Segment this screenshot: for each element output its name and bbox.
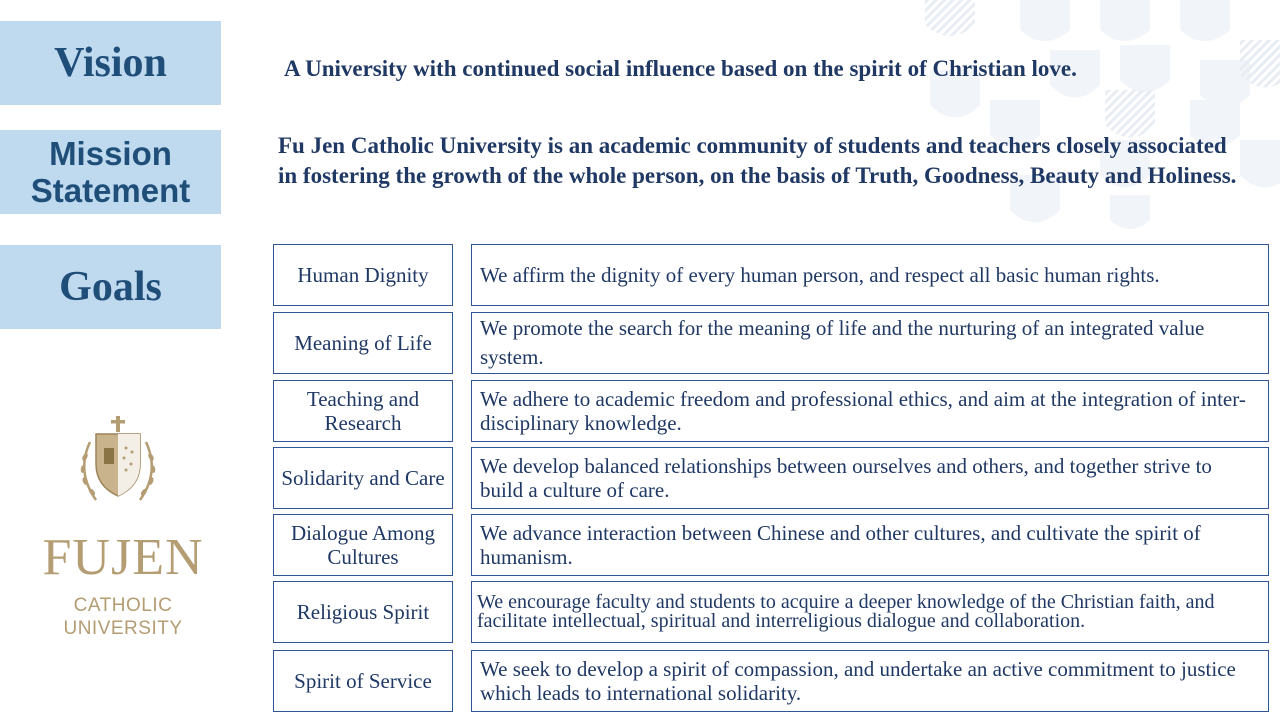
shield-pattern-decoration: [900, 0, 1280, 250]
goals-label: [0, 245, 221, 329]
vision-statement: A University with continued social influence based on the spirit of Christian love.: [284, 56, 1077, 81]
vision-label-text: Vision: [54, 40, 167, 86]
goal-description: We promote the search for the meaning of life and the nurturing of an integrated value system.: [471, 312, 1269, 374]
goal-description: We affirm the dignity of every human person, and respect all basic human rights.: [471, 244, 1269, 306]
brand-wordmark: FUJEN: [42, 529, 204, 586]
brand-subtitle-line2: UNIVERSITY: [63, 618, 183, 639]
goal-name: Meaning of Life: [273, 312, 453, 374]
goal-name: Solidarity and Care: [273, 447, 453, 509]
mission-label: [0, 130, 221, 214]
goal-description: We adhere to academic freedom and professional ethics, and aim at the integration of inter-disciplinary knowledge.: [471, 380, 1269, 442]
goal-name: Spirit of Service: [273, 650, 453, 712]
goal-name: Religious Spirit: [273, 581, 453, 643]
goal-name: Human Dignity: [273, 244, 453, 306]
university-crest-icon: [68, 412, 168, 512]
vision-label: [0, 21, 221, 105]
mission-label-text: Mission Statement: [30, 135, 191, 209]
university-logo: [38, 412, 208, 647]
goal-name: Dialogue Among Cultures: [273, 514, 453, 576]
goal-description: We seek to develop a spirit of compassion, and undertake an active commitment to justice which leads to international solidarity.: [471, 650, 1269, 712]
goal-description: We develop balanced relationships between ourselves and others, and together strive to build a culture of care.: [471, 447, 1269, 509]
mission-statement: Fu Jen Catholic University is an academic community of students and teachers closely associated in fostering the growth of the whole person, on the basis of Truth, Goodness, Beauty and Holiness.: [278, 133, 1237, 188]
goals-label-text: Goals: [59, 264, 162, 310]
brand-subtitle-line1: CATHOLIC: [73, 595, 173, 616]
goal-name: Teaching and Research: [273, 380, 453, 442]
goal-description: We advance interaction between Chinese and other cultures, and cultivate the spirit of humanism.: [471, 514, 1269, 576]
goal-description: We encourage faculty and students to acquire a deeper knowledge of the Christian faith, and facilitate intellectual, spiritual and interreligious dialogue and collaboration.: [471, 581, 1269, 643]
